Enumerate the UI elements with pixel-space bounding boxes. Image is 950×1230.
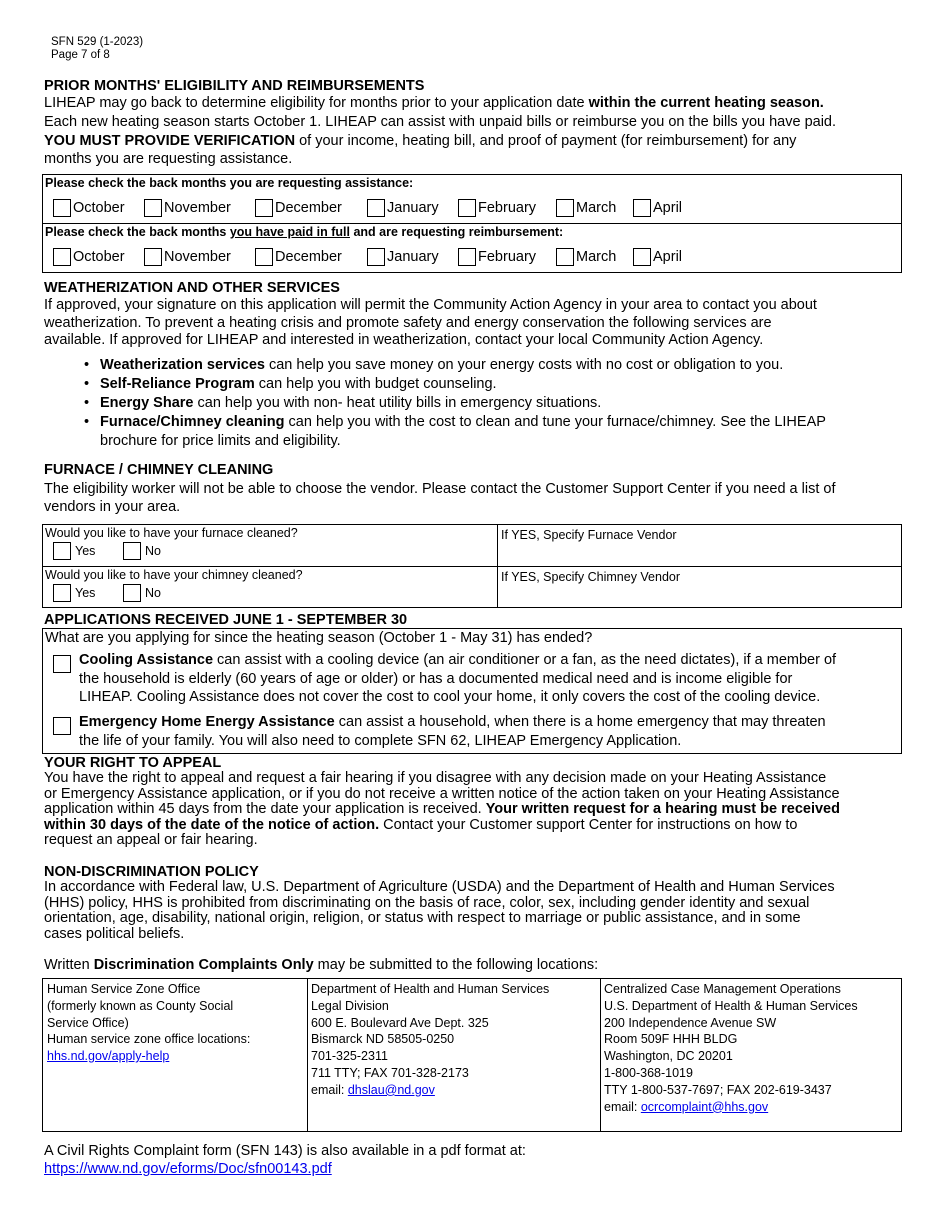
checkbox[interactable] xyxy=(255,248,273,266)
prior-line-4: months you are requesting assistance. xyxy=(44,151,293,167)
checkbox[interactable] xyxy=(458,199,476,217)
furnace-no[interactable]: No xyxy=(123,542,161,560)
nondisc-title: NON-DISCRIMINATION POLICY xyxy=(44,864,259,880)
ocr-email-link[interactable]: ocrcomplaint@hhs.gov xyxy=(640,1099,769,1114)
checkbox[interactable] xyxy=(255,199,273,217)
location-zone-office: Human Service Zone Office (formerly known as County Social Service Office) Human service zone office locations: hhs.nd.gov/apply-help xyxy=(47,982,251,1064)
bullet-furnace-chimney-cont: brochure for price limits and eligibility. xyxy=(100,433,341,449)
assist-november[interactable]: November xyxy=(144,199,231,217)
furnace-table xyxy=(42,524,902,608)
bullet-energy-share: • Energy Share can help you with non- heat utility bills in emergency situations. xyxy=(84,395,602,411)
chimney-vendor-field[interactable]: If YES, Specify Chimney Vendor xyxy=(501,570,681,584)
reimburse-months-label: Please check the back months you have paid in full and are requesting reimbursement: xyxy=(45,225,564,239)
appeal-title: YOUR RIGHT TO APPEAL xyxy=(44,755,222,771)
summer-box xyxy=(42,628,902,754)
reimburse-february[interactable]: February xyxy=(458,248,536,266)
checkbox[interactable] xyxy=(123,584,141,602)
reimburse-january[interactable]: January xyxy=(367,248,439,266)
prior-line-3: YOU MUST PROVIDE VERIFICATION of your income, heating bill, and proof of payment (for reimbursement) for any xyxy=(44,133,797,149)
furnace-title: FURNACE / CHIMNEY CLEANING xyxy=(44,462,274,478)
checkbox[interactable] xyxy=(458,248,476,266)
reimburse-october[interactable]: October xyxy=(53,248,125,266)
summer-question: What are you applying for since the heating season (October 1 - May 31) has ended? xyxy=(45,630,593,646)
checkbox[interactable] xyxy=(53,199,71,217)
location-nd-hhs: Department of Health and Human Services Legal Division 600 E. Boulevard Ave Dept. 325 Bismarck ND 58505-0250 701-325-2311 711 TTY; FAX 701-328-2173 email: dhslau@nd.gov xyxy=(311,982,550,1097)
zone-office-link[interactable]: hhs.nd.gov/apply-help xyxy=(47,1049,170,1064)
assist-october[interactable]: October xyxy=(53,199,125,217)
checkbox[interactable] xyxy=(633,248,651,266)
assist-december[interactable]: December xyxy=(255,199,342,217)
chimney-question: Would you like to have your chimney cleaned? xyxy=(45,568,303,582)
checkbox[interactable] xyxy=(367,199,385,217)
location-us-hhs: Centralized Case Management Operations U.S. Department of Health & Human Services 200 Independence Avenue SW Room 509F HHH BLDG Washington, DC 20201 1-800-368-1019 TTY 1-800-537-7697; FAX 202-619-3437 email: ocrcomplaint@hhs.gov xyxy=(604,982,858,1114)
weather-line-1: If approved, your signature on this application will permit the Community Action Agency in your area to contact you about xyxy=(44,297,817,313)
assist-april[interactable]: April xyxy=(633,199,682,217)
checkbox[interactable] xyxy=(123,542,141,560)
summer-title: APPLICATIONS RECEIVED JUNE 1 - SEPTEMBER 30 xyxy=(44,612,408,628)
checkbox[interactable] xyxy=(144,248,162,266)
checkbox[interactable] xyxy=(367,248,385,266)
furnace-question: Would you like to have your furnace cleaned? xyxy=(45,526,298,540)
locations-table xyxy=(42,978,902,1132)
sfn143-link[interactable]: https://www.nd.gov/eforms/Doc/sfn00143.pdf xyxy=(44,1161,332,1177)
nd-email-link[interactable]: dhslau@nd.gov xyxy=(347,1082,435,1097)
assist-february[interactable]: February xyxy=(458,199,536,217)
prior-line-2: Each new heating season starts October 1. LIHEAP can assist with unpaid bills or reimburse you on the bills you have paid. xyxy=(44,114,837,130)
chimney-no[interactable]: No xyxy=(123,584,161,602)
form-id: SFN 529 (1-2023) xyxy=(51,36,144,48)
checkbox[interactable] xyxy=(144,199,162,217)
checkbox[interactable] xyxy=(53,248,71,266)
complaints-line: Written Discrimination Complaints Only may be submitted to the following locations: xyxy=(44,957,599,973)
emergency-text: Emergency Home Energy Assistance can assist a household, when there is a home emergency that may threaten the life of your family. You will also need to complete SFN 62, LIHEAP Emergency Application. xyxy=(79,714,826,749)
reimburse-december[interactable]: December xyxy=(255,248,342,266)
assist-january[interactable]: January xyxy=(367,199,439,217)
assist-march[interactable]: March xyxy=(556,199,616,217)
page-number: Page 7 of 8 xyxy=(51,49,110,61)
checkbox[interactable] xyxy=(556,248,574,266)
furnace-yes[interactable]: Yes xyxy=(53,542,95,560)
weather-line-3: available. If approved for LIHEAP and interested in weatherization, contact your local Community Action Agency. xyxy=(44,332,764,348)
bullet-furnace-chimney: • Furnace/Chimney cleaning can help you with the cost to clean and tune your furnace/chimney. See the LIHEAP xyxy=(84,414,826,430)
cooling-text: Cooling Assistance can assist with a cooling device (an air conditioner or a fan, as the need dictates), if a member of the household is elderly (60 years of age or older) or has a documented medical need and is income eligible for LIHEAP. Cooling Assistance does not cover the cost to cool your home, it only covers the cost of the cooling device. xyxy=(79,652,837,705)
checkbox[interactable] xyxy=(53,542,71,560)
cooling-checkbox[interactable] xyxy=(53,655,71,673)
reimburse-november[interactable]: November xyxy=(144,248,231,266)
bullet-weatherization: • Weatherization services can help you save money on your energy costs with no cost or obligation to you. xyxy=(84,357,784,373)
checkbox[interactable] xyxy=(633,199,651,217)
footer-line: A Civil Rights Complaint form (SFN 143) is also available in a pdf format at: xyxy=(44,1143,526,1159)
reimburse-march[interactable]: March xyxy=(556,248,616,266)
footer-link-line xyxy=(44,1161,332,1179)
bullet-self-reliance: • Self-Reliance Program can help you with budget counseling. xyxy=(84,376,497,392)
furnace-line-1: The eligibility worker will not be able to choose the vendor. Please contact the Customer Support Center if you need a list of xyxy=(44,481,836,497)
emergency-checkbox[interactable] xyxy=(53,717,71,735)
weather-line-2: weatherization. To prevent a heating crisis and promote safety and energy conservation the following services are xyxy=(44,315,772,331)
months-table xyxy=(42,174,902,273)
chimney-yes[interactable]: Yes xyxy=(53,584,95,602)
reimburse-april[interactable]: April xyxy=(633,248,682,266)
checkbox[interactable] xyxy=(53,584,71,602)
weather-title: WEATHERIZATION AND OTHER SERVICES xyxy=(44,280,340,296)
prior-title: PRIOR MONTHS' ELIGIBILITY AND REIMBURSEMENTS xyxy=(44,78,425,94)
furnace-vendor-field[interactable]: If YES, Specify Furnace Vendor xyxy=(501,528,677,542)
appeal-text: You have the right to appeal and request a fair hearing if you disagree with any decision made on your Heating Assistance or Emergency Assistance application, or if you do not receive a written notice of the action taken on your Heating Assistance application within 45 days from the date your application is received. Your written request for a hearing must be received within 30 days of the date of the notice of action. Contact your Customer support Center for instructions on how to request an appeal or fair hearing. xyxy=(44,770,840,848)
furnace-line-2: vendors in your area. xyxy=(44,499,181,515)
assist-months-label: Please check the back months you are requesting assistance: xyxy=(45,176,414,190)
nondisc-text: In accordance with Federal law, U.S. Department of Agriculture (USDA) and the Department of Health and Human Services (HHS) policy, HHS is prohibited from discriminating on the basis of race, color, sex, including gender identity and sexual orientation, age, disability, national origin, religion, or status with respect to marriage or public assistance, and in some cases political beliefs. xyxy=(44,879,835,942)
checkbox[interactable] xyxy=(556,199,574,217)
prior-line-1: LIHEAP may go back to determine eligibility for months prior to your application date within the current heating season. xyxy=(44,95,824,111)
